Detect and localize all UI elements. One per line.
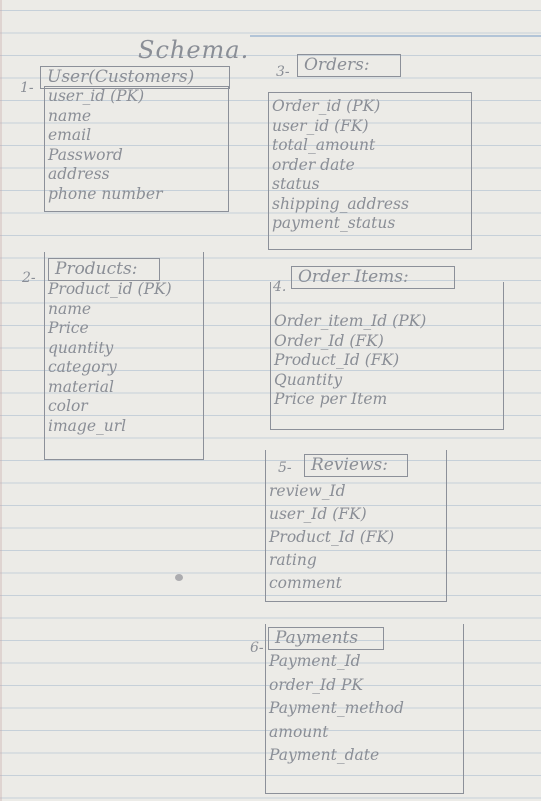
field: Payment_Id [269, 652, 361, 670]
entity-box-order-items [270, 282, 504, 430]
paper-margin-line [0, 0, 2, 801]
page-title: Schema. [138, 36, 250, 64]
field: Quantity [274, 370, 343, 389]
entity-title-user: User(Customers) [40, 66, 230, 89]
field: status [272, 175, 320, 193]
field: amount [269, 722, 329, 741]
entity-box-orders [268, 92, 472, 250]
field: shipping_address [272, 194, 409, 213]
field: order date [272, 155, 355, 174]
field: user_Id (FK) [269, 505, 367, 523]
field: Payment_method [269, 699, 404, 717]
field: order_Id PK [269, 675, 363, 694]
entity-number: 4. [273, 279, 287, 295]
field: total_amount [272, 136, 376, 154]
entity-title-products: Products: [48, 258, 160, 281]
field: comment [269, 574, 342, 592]
field: Product_Id (FK) [269, 528, 395, 546]
field: material [48, 377, 114, 396]
field: Order_id (PK) [272, 97, 381, 115]
field: quantity [48, 338, 114, 357]
entity-box-user [44, 86, 229, 212]
entity-box-products [44, 252, 204, 460]
field: Order_Id (FK) [274, 331, 384, 350]
field: image_url [48, 416, 127, 435]
entity-box-payments [265, 624, 464, 794]
field: user_id (PK) [48, 87, 145, 105]
field: user_id (FK) [272, 116, 369, 135]
field: Password [48, 145, 123, 164]
field: name [48, 106, 92, 125]
field: review_Id [269, 482, 346, 500]
entity-box-reviews [265, 450, 447, 602]
entity-number: 3- [276, 64, 290, 80]
field: Product_id (PK) [48, 280, 172, 298]
entity-number: 6- [250, 640, 264, 656]
ink-smudge [175, 574, 183, 581]
entity-number: 2- [22, 270, 36, 286]
entity-title-payments: Payments [268, 627, 384, 650]
entity-number: 1- [20, 80, 34, 96]
field: rating [269, 551, 317, 569]
entity-number: 5- [278, 460, 292, 476]
field: name [48, 299, 92, 318]
field: address [48, 165, 110, 183]
field: category [48, 358, 117, 376]
field: color [48, 397, 88, 415]
field: Price [48, 319, 89, 337]
field: Order_item_Id (PK) [274, 312, 427, 330]
field: Price per Item [274, 390, 388, 408]
entity-title-order-items: Order Items: [291, 266, 455, 289]
field: Payment_date [269, 746, 380, 764]
field: payment_status [272, 214, 396, 232]
field: email [48, 126, 92, 144]
field: phone number [48, 184, 163, 203]
field: Product_Id (FK) [274, 351, 400, 369]
entity-title-reviews: Reviews: [304, 454, 408, 477]
paper-header-line [250, 35, 541, 37]
entity-title-orders: Orders: [297, 54, 401, 77]
